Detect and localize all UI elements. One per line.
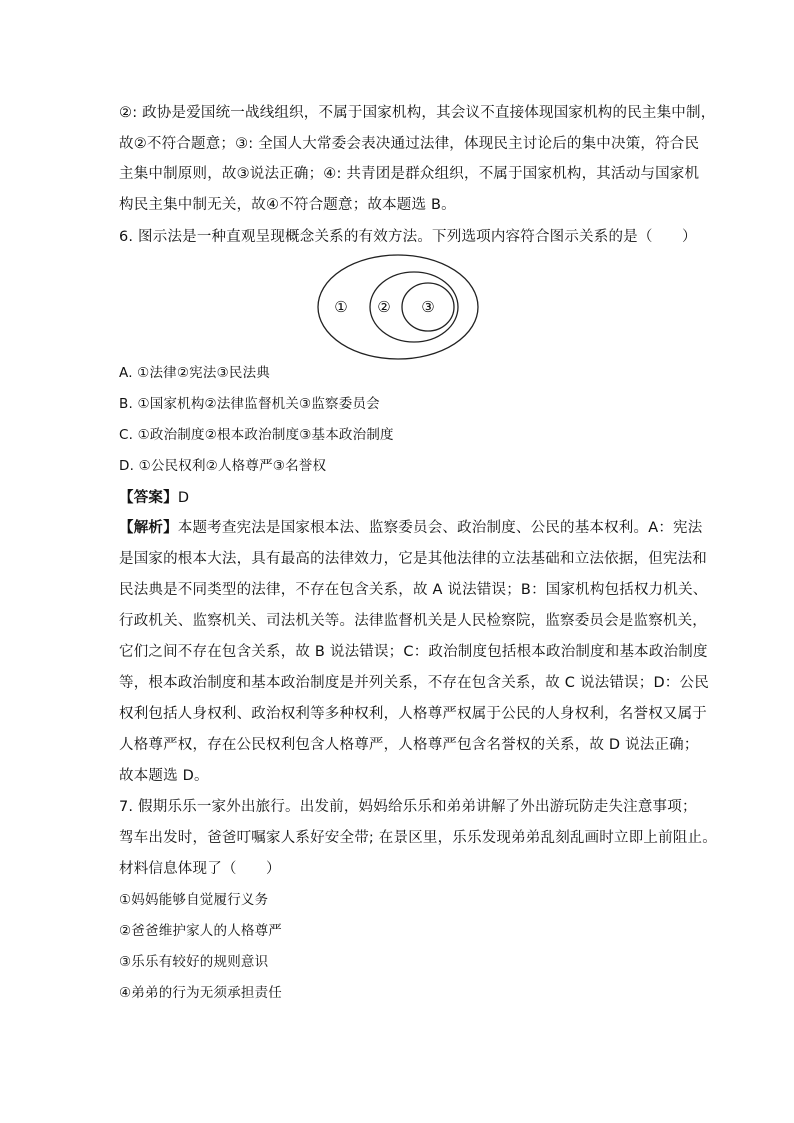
nested-circles-diagram — [316, 252, 480, 362]
question-7-stem: 驾车出发时，爸爸叮嘱家人系好安全带; 在景区里，乐乐发现弟弟乱刻乱画时立即上前阻止。 — [119, 830, 717, 846]
statement-item: ④弟弟的行为无须承担责任 — [119, 985, 283, 1001]
analysis-line: 它们之间不存在包含关系，故 B 说法错误；C：政治制度包括根本政治制度和基本政治制度 — [119, 644, 708, 660]
answer-value: D — [177, 490, 190, 506]
answer-label: 【答案】 — [119, 490, 178, 506]
analysis-text: 本题考查宪法是国家根本法、监察委员会、政治制度、公民的基本权利。A：宪法 — [177, 520, 703, 536]
analysis-label: 【解析】 — [119, 520, 178, 536]
analysis-line: 等，根本政治制度和基本政治制度是并列关系，不存在包含关系，故 C 说法错误；D：公民 — [119, 675, 709, 691]
prev-explanation-line: 构民主集中制无关，故④不符合题意；故本题选 B。 — [119, 197, 456, 213]
option-d: D. ①公民权利②人格尊严③名誉权 — [119, 458, 327, 474]
question-6-stem: 6. 图示法是一种直观呈现概念关系的有效方法。下列选项内容符合图示关系的是（ ） — [119, 229, 697, 245]
analysis-line: 是国家的根本大法，具有最高的法律效力，它是其他法律的立法基础和立法依据，但宪法和 — [119, 551, 707, 567]
diagram-label-3: ③ — [421, 298, 435, 316]
statement-item: ③乐乐有较好的规则意识 — [119, 954, 269, 970]
analysis-line: 权利包括人身权利、政治权利等多种权利，人格尊严权属于公民的人身权利，名誉权又属于 — [119, 706, 707, 722]
analysis-line: 行政机关、监察机关、司法机关等。法律监督机关是人民检察院，监察委员会是监察机关， — [119, 613, 707, 629]
analysis-line — [119, 518, 702, 538]
answer-line — [119, 488, 189, 508]
diagram-label-2: ② — [377, 298, 391, 316]
question-7-stem: 7. 假期乐乐一家外出旅行。出发前，妈妈给乐乐和弟弟讲解了外出游玩防走失注意事项； — [119, 799, 697, 815]
prev-explanation-line: 主集中制原则，故③说法正确；④: 共青团是群众组织，不属于国家机构，其活动与国家机 — [119, 166, 700, 182]
prev-explanation-line: 故②不符合题意；③: 全国人大常委会表决通过法律，体现民主讨论后的集中决策，符合民 — [119, 136, 700, 152]
analysis-line: 人格尊严权，存在公民权利包含人格尊严，人格尊严包含名誉权的关系，故 D 说法正确； — [119, 737, 699, 753]
question-7-stem: 材料信息体现了（ ） — [119, 861, 281, 877]
diagram-label-1: ① — [334, 298, 348, 316]
option-c: C. ①政治制度②根本政治制度③基本政治制度 — [119, 427, 394, 443]
analysis-line: 民法典是不同类型的法律，不存在包含关系，故 A 说法错误；B：国家机构包括权力机关、 — [119, 582, 708, 598]
option-b: B. ①国家机构②法律监督机关③监察委员会 — [119, 396, 380, 412]
statement-item: ②爸爸维护家人的人格尊严 — [119, 923, 283, 939]
analysis-line: 故本题选 D。 — [119, 768, 209, 784]
statement-item: ①妈妈能够自觉履行义务 — [119, 892, 269, 908]
prev-explanation-line: ②: 政协是爱国统一战线组织，不属于国家机构，其会议不直接体现国家机构的民主集中制， — [119, 105, 716, 121]
option-a: A. ①法律②宪法③民法典 — [119, 365, 270, 381]
